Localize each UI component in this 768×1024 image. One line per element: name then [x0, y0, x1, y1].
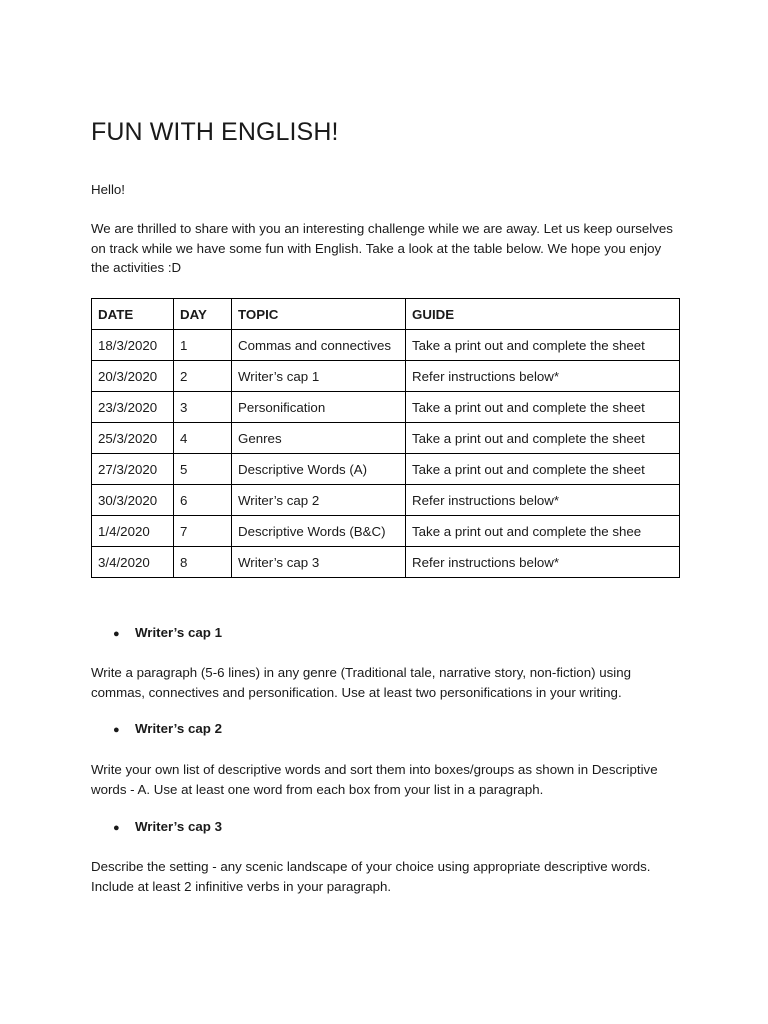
column-header-guide: GUIDE [406, 299, 680, 330]
intro-paragraph: We are thrilled to share with you an interesting challenge while we are away. Let us keep ourselves on track while we have some fun with English. Take a look at the table below. We hope you enjoy the activities :D [91, 221, 673, 275]
cell-date: 18/3/2020 [92, 330, 174, 361]
cell-day: 7 [174, 516, 232, 547]
cell-guide: Take a print out and complete the shee [406, 516, 680, 547]
table-row [92, 485, 680, 516]
cell-topic: Writer’s cap 1 [232, 361, 406, 392]
schedule-table [91, 298, 680, 578]
table-row [92, 330, 680, 361]
column-header-day: DAY [174, 299, 232, 330]
cell-date: 20/3/2020 [92, 361, 174, 392]
cell-guide: Take a print out and complete the sheet [406, 330, 680, 361]
cell-day: 8 [174, 547, 232, 578]
cell-date: 3/4/2020 [92, 547, 174, 578]
cell-day: 4 [174, 423, 232, 454]
cell-topic: Descriptive Words (A) [232, 454, 406, 485]
cell-day: 3 [174, 392, 232, 423]
cell-topic: Descriptive Words (B&C) [232, 516, 406, 547]
section-heading-writers-cap-1 [113, 625, 222, 640]
cell-guide: Take a print out and complete the sheet [406, 454, 680, 485]
section-paragraph: Write your own list of descriptive words and sort them into boxes/groups as shown in Descriptive words - A. Use at least one word from each box from your list in a paragraph. [91, 762, 658, 797]
table-row [92, 547, 680, 578]
table-row [92, 516, 680, 547]
cell-topic: Personification [232, 392, 406, 423]
column-header-date: DATE [92, 299, 174, 330]
cell-guide: Refer instructions below* [406, 361, 680, 392]
column-header-topic: TOPIC [232, 299, 406, 330]
cell-guide: Take a print out and complete the sheet [406, 423, 680, 454]
cell-date: 23/3/2020 [92, 392, 174, 423]
table-row [92, 392, 680, 423]
cell-topic: Writer’s cap 3 [232, 547, 406, 578]
section-heading-text: Writer’s cap 3 [135, 819, 222, 834]
cell-guide: Refer instructions below* [406, 547, 680, 578]
cell-day: 2 [174, 361, 232, 392]
section-heading-writers-cap-3 [113, 819, 222, 834]
cell-date: 1/4/2020 [92, 516, 174, 547]
table-row [92, 423, 680, 454]
cell-date: 25/3/2020 [92, 423, 174, 454]
cell-day: 5 [174, 454, 232, 485]
bullet-icon: ● [113, 724, 120, 736]
table-row [92, 454, 680, 485]
cell-topic: Genres [232, 423, 406, 454]
cell-day: 1 [174, 330, 232, 361]
cell-date: 30/3/2020 [92, 485, 174, 516]
cell-guide: Take a print out and complete the sheet [406, 392, 680, 423]
cell-topic: Commas and connectives [232, 330, 406, 361]
section-heading-text: Writer’s cap 2 [135, 721, 222, 736]
bullet-icon: ● [113, 628, 120, 640]
cell-date: 27/3/2020 [92, 454, 174, 485]
bullet-icon: ● [113, 822, 120, 834]
table-header-row [92, 299, 680, 330]
cell-topic: Writer’s cap 2 [232, 485, 406, 516]
greeting-text: Hello! [91, 182, 125, 197]
table-row [92, 361, 680, 392]
section-paragraph: Describe the setting - any scenic landscape of your choice using appropriate descriptive words. Include at least 2 infinitive verbs in your paragraph. [91, 859, 651, 894]
page-title: FUN WITH ENGLISH! [91, 118, 339, 146]
cell-day: 6 [174, 485, 232, 516]
section-heading-text: Writer’s cap 1 [135, 625, 222, 640]
cell-guide: Refer instructions below* [406, 485, 680, 516]
section-paragraph: Write a paragraph (5-6 lines) in any genre (Traditional tale, narrative story, non-fiction) using commas, connectives and personification. Use at least two personifications in your writing. [91, 665, 632, 700]
section-heading-writers-cap-2 [113, 721, 222, 736]
